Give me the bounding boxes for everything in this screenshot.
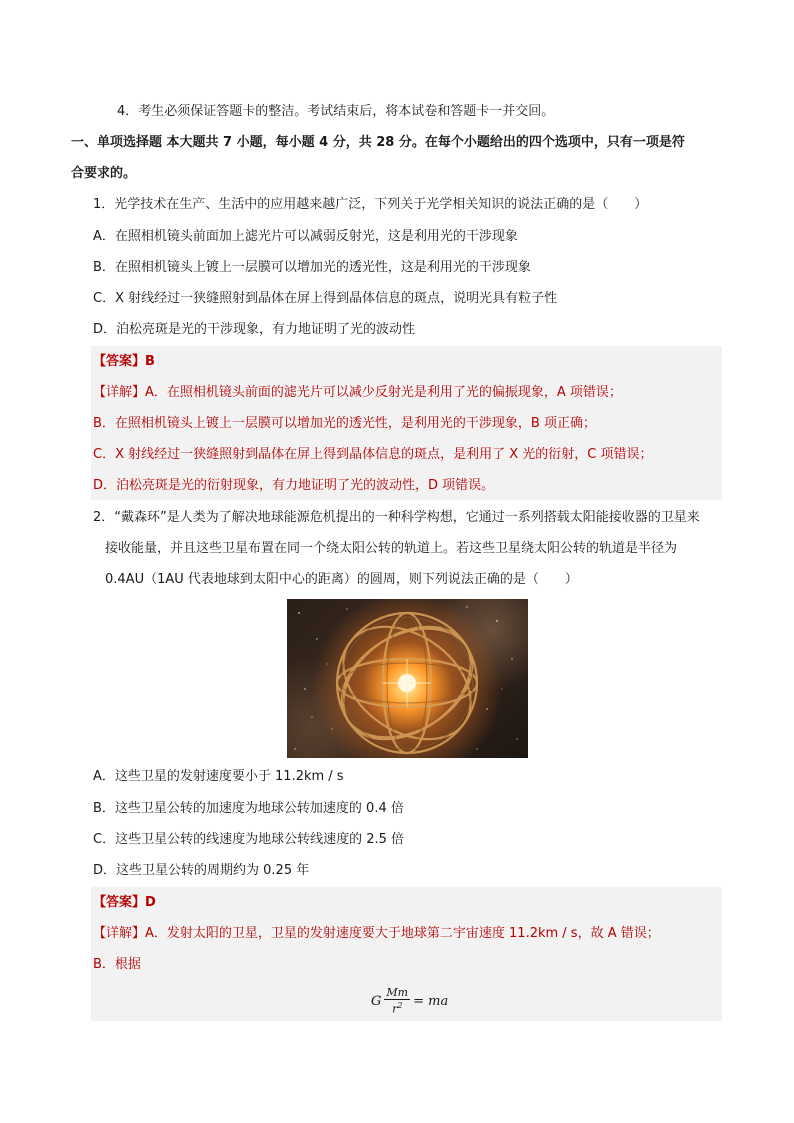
q1-answer: 【答案】B bbox=[93, 354, 155, 369]
q1-option-d: D．泊松亮斑是光的干涉现象，有力地证明了光的波动性 bbox=[93, 322, 416, 337]
q1-stem: 1．光学技术在生产、生活中的应用越来越广泛，下列关于光学相关知识的说法正确的是（ ） bbox=[93, 197, 648, 212]
q2-stem-line2: 接收能量，并且这些卫星布置在同一个绕太阳公转的轨道上。若这些卫星绕太阳公转的轨道是半径为 bbox=[105, 541, 678, 556]
q1-detail-d: D．泊松亮斑是光的衍射现象，有力地证明了光的波动性，D 项错误。 bbox=[93, 478, 495, 493]
formula-numerator: Mm bbox=[386, 985, 409, 999]
formula-rhs: = ma bbox=[413, 993, 449, 1009]
q2-option-d: D．这些卫星公转的周期约为 0.25 年 bbox=[93, 863, 310, 878]
formula-fraction bbox=[384, 987, 410, 1016]
q2-option-c: C．这些卫星公转的线速度为地球公转线速度的 2.5 倍 bbox=[93, 832, 405, 847]
q1-option-c: C．X 射线经过一狭缝照射到晶体在屏上得到晶体信息的斑点，说明光具有粒子性 bbox=[93, 291, 558, 306]
q2-option-a: A．这些卫星的发射速度要小于 11.2km / s bbox=[93, 769, 344, 784]
dyson-sphere-image bbox=[287, 599, 528, 758]
formula-den-base: r bbox=[392, 1002, 398, 1016]
instruction-note: 4．考生必须保证答题卡的整洁。考试结束后，将本试卷和答题卡一并交回。 bbox=[117, 104, 555, 119]
q2-detail-a: 【详解】A．发射太阳的卫星，卫星的发射速度要大于地球第二宇宙速度 11.2km / s，故 A 错误； bbox=[93, 926, 660, 941]
section-heading-line1: 一、单项选择题 本大题共 7 小题，每小题 4 分，共 28 分。在每个小题给出的四个选项中，只有一项是符 bbox=[71, 135, 685, 150]
formula-denominator bbox=[390, 1000, 404, 1016]
q1-option-a: A．在照相机镜头前面加上滤光片可以减弱反射光，这是利用光的干涉现象 bbox=[93, 229, 518, 244]
q2-stem-line1: 2．“戴森环”是人类为了解决地球能源危机提出的一种科学构想，它通过一系列搭载太阳能接收器的卫星来 bbox=[93, 510, 700, 525]
q1-detail-c: C．X 射线经过一狭缝照射到晶体在屏上得到晶体信息的斑点，是利用了 X 光的衍射，C 项错误； bbox=[93, 447, 653, 462]
q1-detail-a: 【详解】A．在照相机镜头前面的滤光片可以减少反射光是利用了光的偏振现象，A 项错误； bbox=[93, 385, 622, 400]
q1-option-b: B．在照相机镜头上镀上一层膜可以增加光的透光性，这是利用光的干涉现象 bbox=[93, 260, 531, 275]
q2-stem-line3: 0.4AU（1AU 代表地球到太阳中心的距离）的圆周，则下列说法正确的是（ ） bbox=[105, 572, 578, 587]
formula-g: G bbox=[371, 993, 382, 1009]
q1-detail-b: B．在照相机镜头上镀上一层膜可以增加光的透光性，是利用光的干涉现象，B 项正确； bbox=[93, 416, 596, 431]
q2-answer: 【答案】D bbox=[93, 895, 156, 910]
q2-detail-b: B．根据 bbox=[93, 957, 141, 972]
section-heading-line2: 合要求的。 bbox=[71, 166, 137, 181]
formula-den-exponent: 2 bbox=[397, 1000, 403, 1010]
gravitation-formula bbox=[371, 985, 448, 1017]
q2-option-b: B．这些卫星公转的加速度为地球公转加速度的 0.4 倍 bbox=[93, 801, 404, 816]
dyson-sphere-illustration bbox=[287, 599, 528, 758]
